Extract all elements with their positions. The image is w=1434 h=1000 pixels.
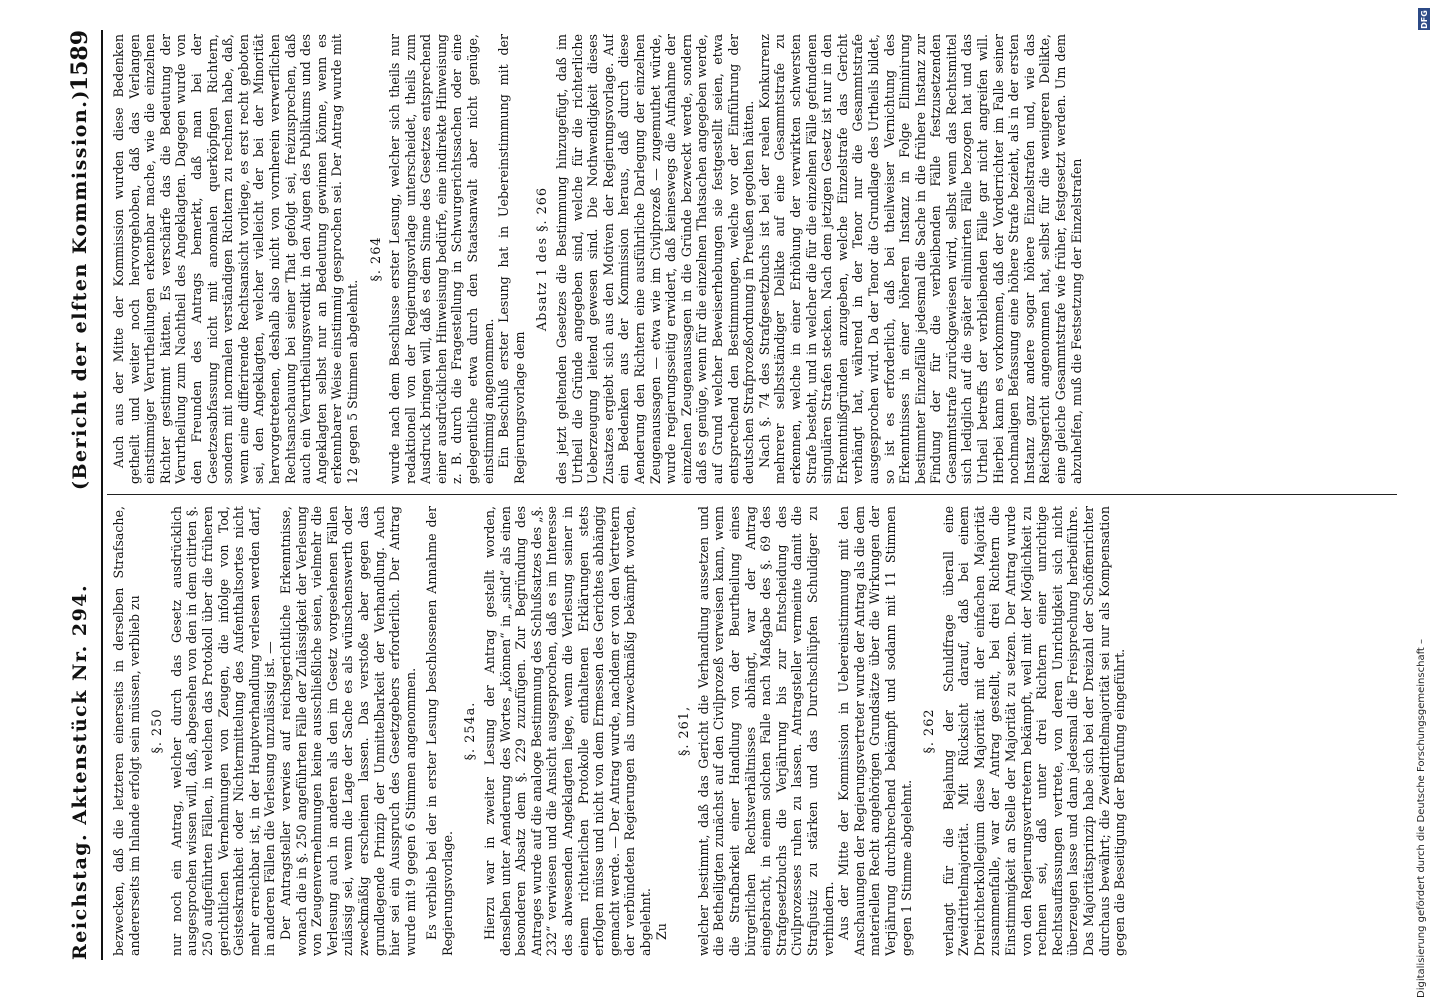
right-column xyxy=(111,34,1396,484)
left-column xyxy=(111,506,1396,956)
paragraph: Auch aus der Mitte der Kommission wurden diese Bedenken getheilt und weiter noch hervorgehoben, daß das Verlangen einstimmiger Verurtheilungen erkennbar mache, wie die einzelnen Richter gestimmt hätten. Es verschärfe das die Bedeutung der Verurtheilung zum Nachtheil des Angeklagten. Dagegen wurde von den Freunden des Antrags bemerkt, daß man bei der Gesetzesabfassung nicht mit anomalen querköpfigen Richtern, sondern mit normalen verständigen Richtern zu rechnen habe, daß, wenn eine differirende Rechtsansicht vorliege, es erst recht geboten sei, den Angeklagten, welcher vielleicht der bei der Minorität hervorgetretenen, deshalb also nicht von vornherein verwerflichen Rechtsanschauung bei seiner That gefolgt sei, freizusprechen, daß auch ein Verurtheilungsverdikt in den Augen des Publikums und des Angeklagten selbst nur an Bedeutung gewinnen könne, wenn es erkennbarer Weise einstimmig gesprochen sei. Der Antrag wurde mit 12 gegen 5 Stimmen abgelehnt. xyxy=(111,34,360,484)
section-heading: §. 250 xyxy=(150,708,166,754)
paragraph: Nach §. 74 des Strafgesetzbuchs ist bei der realen Konkurrenz mehrerer selbstständiger Delikte auf eine Gesammtstrafe zu erkennen, welche in einer Erhöhung der verwirkten schwersten Strafe besteht, und in welcher die für die einzelnen Fälle gefundenen singulären Strafen stecken. Nach dem jetzigen Gesetz ist nur in den Erkenntnißgründen anzugeben, welche Einzelstrafe das Gericht verhängt hat, während in der Tenor nur die Gesammtstrafe ausgesprochen wird. Da der Tenor die Grundlage des Urtheils bildet, so ist es erforderlich, daß bei theilweiser Vernichtung des Erkenntnisses in einer höheren Instanz in Folge Eliminirung bestimmter Einzelfälle jedesmal die Sache in die frühere Instanz zur Findung der für die verbleibenden Fälle festzusetzenden Gesammtstrafe zurückgewiesen wird, selbst wenn das Rechtsmittel sich lediglich auf die später eliminirten Fälle bezogen hat und das Urtheil betreffs der verbleibenden Fälle gar nicht angreifen will. Hierbei kann es vorkommen, daß der Vorderrichter im Falle seiner nochmaligen Befassung eine höhere Strafe bezieht, als in der ersten Instanz ganz andere sogar höhere Einzelstrafen und, wie das Reichsgericht angenommen hat, selbst für die wenigeren Delikte, eine gleiche Gesammtstrafe wie früher, festgesetzt werden. Um dem abzuhelfen, muß die Festsetzung der Einzelstrafen xyxy=(756,34,1084,484)
section-heading: §. 254a. xyxy=(463,701,479,761)
page-body xyxy=(65,30,1405,960)
header-rule xyxy=(101,30,103,960)
paragraph: nur noch ein Antrag, welcher durch das Gesetz ausdrücklich ausgesprochen wissen will, daß, abgesehen von den in dem citirten §. 250 aufgeführten Fällen, in welchen das Protokoll über die früheren gerichtlichen Vernehmungen von Zeugen, die infolge von Tod, Geisteskrankheit oder Nichtermittelung des Aufenthaltsortes nicht mehr erreichbar ist, in der Hauptverhandlung verlesen werden darf, in anderen Fällen die Verlesung unzulässig ist. — xyxy=(168,506,278,956)
section-heading: §. 264 xyxy=(368,236,384,282)
paragraph: Der Antragsteller verwies auf reichsgerichtliche Erkenntnisse, wonach die in §. 250 angeführten Fälle der Zulässigkeit der Verlesung von Zeugenvernehmungen keine ausschließliche seien, vielmehr die Verlesung auch in anderen als den im Gesetz vorgesehenen Fällen zulässig sei, wenn die Lage der Sache es als wünschenswerth oder zweckmäßig erscheinen lassen. Das verstoße aber gegen das grundlegende Prinzip der Unmittelbarkeit der Verhandlung. Auch hier sei ein Ausspruch des Gesetzgebers erforderlich. Der Antrag wurde mit 9 gegen 6 Stimmen angenommen. xyxy=(277,506,418,956)
dfg-logo: DFG xyxy=(1419,9,1429,29)
page-number: 1589 xyxy=(67,30,93,92)
paragraph: verlangt für die Bejahung der Schuldfrage überall eine Zweidrittelmajorität. Mit Rücksicht darauf, daß bei einem Dreirichterkollegium diese Majorität mit der einfachen Majorität zusammenfalle, war der Antrag gestellt, bei drei Richtern die Einstimmigkeit an Stelle der Majorität zu setzen. Der Antrag wurde von den Regierungsvertretern bekämpft, weil mit der Möglichkeit zu rechnen sei, daß unter drei Richtern einer unrichtige Rechtsauffassungen vertrete, von deren Unrichtigkeit sich nicht überzeugen lasse und dann jedesmal die Freisprechung herbeiführe. Das Majoritätsprinzip habe sich bei der Dreizahl der Schöffenrichter durchaus bewährt; die Zweidrittelmajorität sei nur als Kompensation gegen die Beseitigung der Berufung eingeführt. xyxy=(940,506,1128,956)
paragraph: Ein Beschluß erster Lesung hat in Uebereinstimmung mit der Regierungsvorlage dem xyxy=(496,34,527,484)
header-title: Reichstag. Aktenstück Nr. 294. xyxy=(69,583,91,960)
paragraph: bezwecken, daß die letzteren einerseits in derselben Strafsache, andererseits im Inlande erfolgt sein müssen, verblieb zu xyxy=(111,506,142,956)
section-heading: §. 262 xyxy=(922,708,938,754)
paragraph: Zu xyxy=(653,923,669,940)
scanned-page xyxy=(65,30,1405,960)
paragraph: welcher bestimmt, daß das Gericht die Verhandlung aussetzen und die Betheiligten zunächst auf den Civilprozeß verweisen kann, wenn die Strafbarkeit einer Handlung von der Beurtheilung eines bürgerlichen Rechtsverhältnisses abhängt, war der Antrag eingebracht, in einem solchen Falle nach Maßgabe des §. 69 des Strafgesetzbuchs die Verjährung bis zur Entscheidung des Civilprozesses ruhen zu lassen. Antragsteller vermeinte damit die Strafjustiz zu stärken und das Durchschlüpfen Schuldiger zu verhindern. xyxy=(695,506,836,956)
page-header xyxy=(65,30,101,960)
paragraph: des jetzt geltenden Gesetzes die Bestimmung hinzugefügt, daß im Urtheil die Gründe angegeben sind, welche für die richterliche Ueberzeugung leitend gewesen sind. Die Nothwendigkeit dieses Zusatzes ergiebt sich aus den Motiven der Regierungsvorlage. Auf ein Bedenken aus der Kommission heraus, daß durch diese Aenderung den Richtern eine ausführliche Darlegung der einzelnen Zeugenaussagen — etwa wie im Civilprozeß — zugemuthet würde, wurde regierungsseitig erwidert, daß keineswegs die Aufnahme der einzelnen Zeugenaussagen in die Gründe bezweckt werde, sondern daß es genüge, wenn für die einzelnen Thatsachen angegeben werde, auf Grund welcher Beweiserhebungen sie festgestellt seien, etwa entsprechend den Bestimmungen, welche vor der Einführung der deutschen Strafprozeßordnung in Preußen gegolten hätten. xyxy=(554,34,757,484)
header-section: (Bericht der elften Kommission.) xyxy=(69,89,91,490)
funding-note xyxy=(1414,8,1430,998)
paragraph: Aus der Mitte der Kommission in Uebereinstimmung mit den Anschauungen der Regierungsvertreter wurde der Antrag als die dem materiellen Recht angehörigen Grundsätze über die Wirkungen der Verjährung durchbrechend bekämpft und sodann mit 11 Stimmen gegen 1 Stimme abgelehnt. xyxy=(836,506,914,956)
funding-note-text: Digitalisierung gefördert durch die Deutsche Forschungsgemeinschaft – xyxy=(1416,638,1427,998)
paragraph: Es verblieb bei der in erster Lesung beschlossenen Annahme der Regierungsvorlage. xyxy=(424,506,455,956)
section-heading: Absatz 1 des §. 266 xyxy=(535,186,551,332)
column-divider xyxy=(107,494,1397,495)
section-heading: §. 261, xyxy=(677,705,693,757)
paragraph: wurde nach dem Beschlusse erster Lesung, welcher sich theils nur redaktionell von der Regierungsvorlage unterscheidet, theils zum Ausdruck bringen will, daß es dem Sinne des Gesetzes entsprechend einer ausdrücklichen Hinweisung bedürfe, eine indirekte Hinweisung z. B. durch die Fragestellung in Schwurgerichtssachen oder eine gelegentliche etwa durch den Staatsanwalt aber nicht genüge, einstimmig angenommen. xyxy=(387,34,496,484)
paragraph: Hierzu war in zweiter Lesung der Antrag gestellt worden, denselben unter Aenderung des Wortes „können“ in „sind“ als einen besonderen Absatz dem §. 229 zuzufügen. Zur Begründung des Antrages wurde auf die analoge Bestimmung des Schlußsatzes des „§. 232“ verwiesen und die Ansicht ausgesprochen, daß es im Interesse des abwesenden Angeklagten liege, wenn die Verlesung seiner in einem richterlichen Protokolle enthaltenen Erklärungen stets erfolgen müsse und nicht von dem Ermessen des Gerichtes abhängig gemacht werde. — Der Antrag wurde, nachdem er von den Vertretern der verbündeten Regierungen als unzweckmäßig bekämpft worden, abgelehnt. xyxy=(482,506,653,956)
